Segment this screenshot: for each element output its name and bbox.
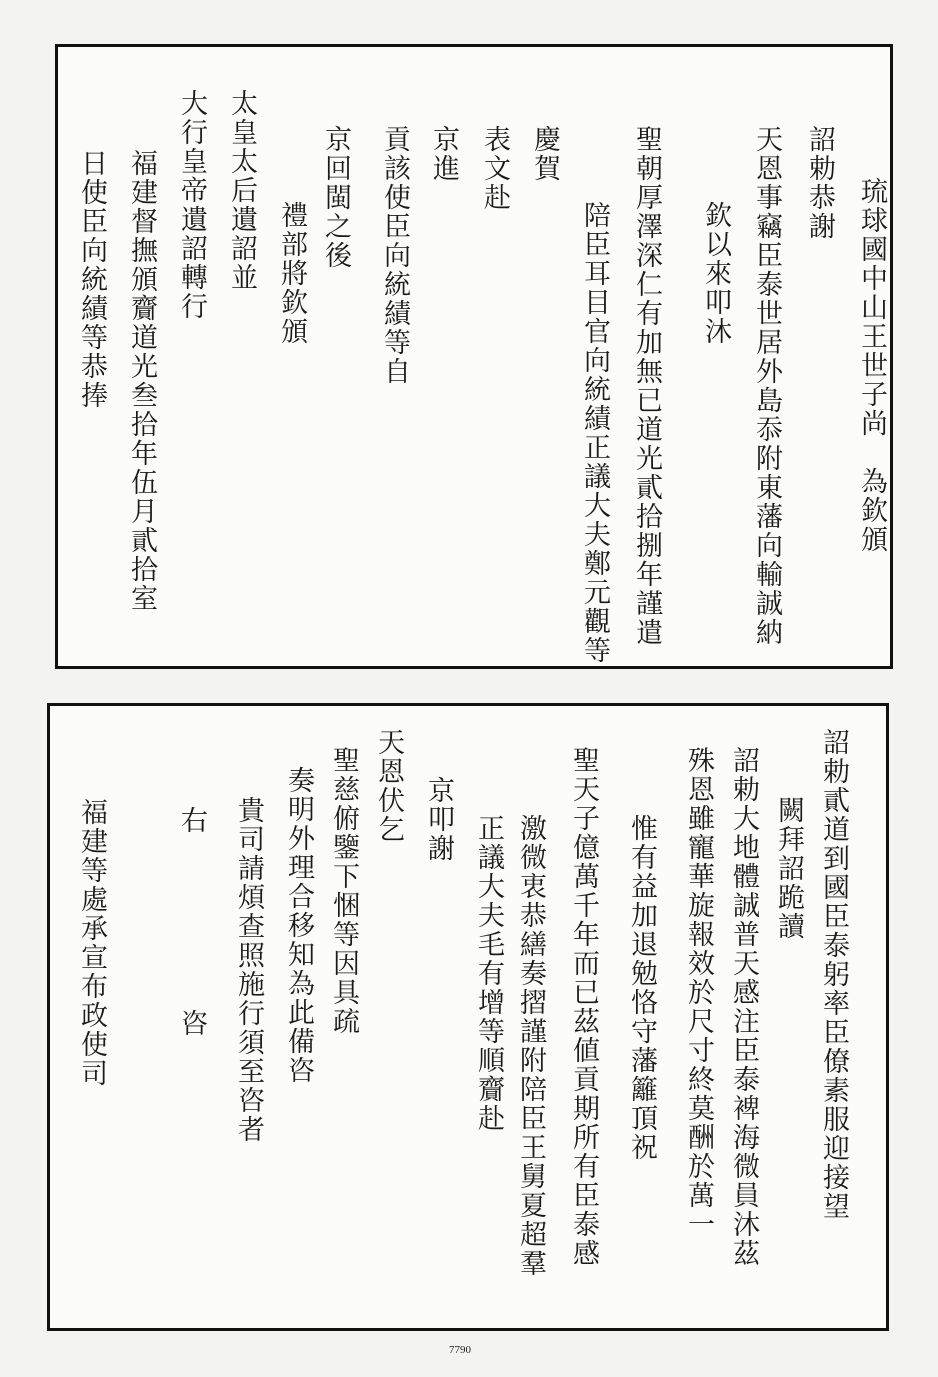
top-document-panel <box>55 44 893 669</box>
text-column: 琉球國中山王世子尚 為欽頒 <box>856 177 887 554</box>
bottom-document-panel <box>47 703 889 1331</box>
text-column: 貢該使臣向統績等自 <box>379 125 410 386</box>
text-column: 右 咨 <box>176 806 207 1038</box>
text-column: 激微衷恭繕奏摺謹附陪臣王舅夏超羣 <box>515 814 546 1278</box>
text-column: 詔勅恭謝 <box>804 125 835 241</box>
text-column: 太皇太后遺詔並 <box>226 89 257 292</box>
text-column: 福建督撫頒齎道光叁拾年伍月貳拾室 <box>126 149 157 613</box>
text-column: 奏明外理合移知為此備咨 <box>283 766 314 1085</box>
text-column: 詔勅大地體誠普天感注臣泰裨海微員沐茲 <box>728 746 759 1268</box>
text-column: 聖天子億萬千年而已茲値貢期所有臣泰感 <box>568 746 599 1268</box>
text-column: 詔勅貳道到國臣泰躬率臣僚素服迎接望 <box>818 728 849 1221</box>
text-column: 闕拜詔跪讀 <box>773 796 804 941</box>
text-column: 禮部將欽頒 <box>276 201 307 346</box>
text-column: 天恩事竊臣泰世居外島忝附東藩向輸誠納 <box>751 125 782 647</box>
text-column: 京叩謝 <box>423 776 454 863</box>
text-column: 惟有益加退勉恪守藩籬頂祝 <box>626 814 657 1162</box>
text-column: 日使臣向統績等恭捧 <box>76 149 107 410</box>
text-column: 大行皇帝遺詔轉行 <box>176 89 207 321</box>
text-column: 貴司請煩查照施行須至咨者 <box>233 796 264 1144</box>
text-column: 陪臣耳目官向統績正議大夫鄭元觀等 <box>579 201 610 665</box>
text-column: 聖慈俯鑒下悃等因具疏 <box>328 746 359 1036</box>
text-column: 京進 <box>428 125 459 183</box>
text-column: 京回閩之後 <box>320 125 351 270</box>
text-column: 表文赴 <box>479 125 510 212</box>
text-column: 慶賀 <box>529 125 560 183</box>
page-number: 7790 <box>449 1344 471 1356</box>
text-column: 福建等處承宣布政使司 <box>76 798 107 1088</box>
text-column: 殊恩雖寵華旋報效於尺寸終莫酬於萬一 <box>683 746 714 1239</box>
text-column: 天恩伏乞 <box>373 728 404 844</box>
text-column: 正議大夫毛有增等順齎赴 <box>473 814 504 1133</box>
text-column: 欽以來叩沐 <box>700 201 731 346</box>
text-column: 聖朝厚澤深仁有加無已道光貳拾捌年謹遣 <box>631 125 662 647</box>
